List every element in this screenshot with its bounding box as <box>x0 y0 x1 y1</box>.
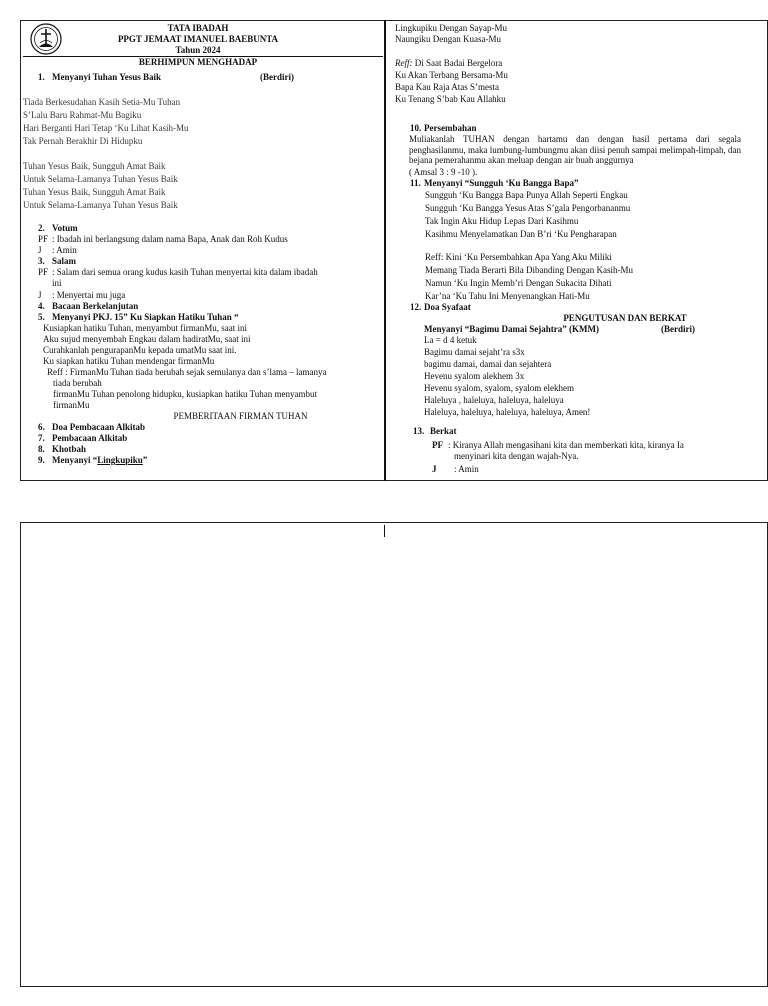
offering-verse-ref: ( Amsal 3 : 9 -10 ). <box>409 167 478 177</box>
reff-11-line-4: Kar’na ‘Ku Tahu Ini Menyenangkan Hati-Mu <box>425 291 590 301</box>
berkat-j-label: J <box>432 464 437 474</box>
kmm-line-1: Bagimu damai sejaht’ra s3x <box>424 347 525 357</box>
berkat-j-text: : Amin <box>454 464 479 474</box>
firman-heading: PEMBERITAAN FIRMAN TUHAN <box>173 411 308 421</box>
reff-11-line-2: Memang Tiada Berarti Bila Dibanding Dengan Kasih-Mu <box>425 265 633 275</box>
item-10-title: Persembahan <box>424 123 477 133</box>
lingkupiku-line-1: Lingkupiku Dengan Sayap-Mu <box>395 23 507 33</box>
berkat-pf-text-1: : Kiranya Allah mengasihani kita dan memberkati kita, kiranya Ia <box>448 440 684 450</box>
pkj-line-3: Curahkanlah pengurapanMu kepada umatMu saat ini. <box>43 345 237 355</box>
lingkupiku-line-2: Naungiku Dengan Kuasa-Mu <box>395 34 501 44</box>
lingkupiku-reff-line-3: Bapa Kau Raja Atas S’mesta <box>395 82 499 92</box>
kmm-line-4: Hevenu syalom, syalom, syalom elekhem <box>424 383 574 393</box>
votum-j-label: J <box>38 245 42 255</box>
item-7-number: 7. <box>38 433 45 443</box>
song-1-line-4: Tak Pernah Berakhir Di Hidupku <box>23 136 143 146</box>
reff-11-line-1: Reff: Kini ‘Ku Persembahkan Apa Yang Aku Miliki <box>425 252 612 262</box>
item-1-title: Menyanyi Tuhan Yesus Baik <box>52 72 161 82</box>
pkj-reff-line-2: tiada berubah <box>53 378 102 388</box>
kmm-key: La = d 4 ketuk <box>424 335 477 345</box>
item-8-title: Khotbah <box>52 444 87 454</box>
votum-pf-text: : Ibadah ini berlangsung dalam nama Bapa, Anak dan Roh Kudus <box>52 234 288 244</box>
salam-pf-text-1: : Salam dari semua orang kudus kasih Tuhan menyertai kita dalam ibadah <box>52 267 318 277</box>
song-1-line-1: Tiada Berkesudahan Kasih Setia-Mu Tuhan <box>23 97 181 107</box>
item-12-title: Doa Syafaat <box>424 302 471 312</box>
pkj-line-2: Aku sujud menyembah Engkau dalam hadiratMu, saat ini <box>43 334 251 344</box>
song-11-line-4: Kasihmu Menyelamatkan Dan B’ri ‘Ku Pengharapan <box>425 229 617 239</box>
kmm-line-6: Haleluya, haleluya, haleluya, haleluya, Amen! <box>424 407 591 417</box>
doc-title: TATA IBADAH <box>167 23 229 33</box>
item-9-song-name: Lingkupiku <box>97 455 143 465</box>
berkat-pf-label: PF <box>432 440 443 450</box>
item-10-number: 10. <box>410 123 422 133</box>
pkj-line-4: Ku siapkan hatiku Tuhan mendengar firmanMu <box>43 356 215 366</box>
item-6-title: Doa Pembacaan Alkitab <box>52 422 146 432</box>
bulletin-page-2 <box>20 522 768 987</box>
kmm-note: (Berdiri) <box>661 324 695 334</box>
item-6-number: 6. <box>38 422 45 432</box>
kmm-line-5: Haleluya , haleluya, haleluya, haleluya <box>424 395 564 405</box>
salam-j-text: : Menyertai mu juga <box>52 290 126 300</box>
item-3-title: Salam <box>52 256 77 266</box>
lingkupiku-reff-line-2: Ku Akan Terbang Bersama-Mu <box>395 70 508 80</box>
item-9-title-prefix: Menyanyi “ <box>52 455 98 465</box>
kmm-line-2: bagimu damai, damai dan sejahtera <box>424 359 552 369</box>
reff-line-1-text: Di Saat Badai Bergelora <box>412 58 503 68</box>
song-2-line-1: Tuhan Yesus Baik, Sungguh Amat Baik <box>23 161 166 171</box>
reff-label: Reff: <box>395 58 413 68</box>
item-2-title: Votum <box>52 223 78 233</box>
song-11-line-1: Sungguh ‘Ku Bangga Bapa Punya Allah Seperti Engkau <box>425 190 628 200</box>
berkat-pf-text-2: menyinari kita dengan wajah-Nya. <box>454 451 579 461</box>
item-5-number: 5. <box>38 312 45 322</box>
item-3-number: 3. <box>38 256 45 266</box>
item-4-number: 4. <box>38 301 45 311</box>
salam-pf-text-2: ini <box>52 278 62 288</box>
item-1-note: (Berdiri) <box>260 72 294 82</box>
item-9-number: 9. <box>38 455 45 465</box>
lingkupiku-reff-line-4: Ku Tenang S’bab Kau Allahku <box>395 94 506 104</box>
song-2-line-4: Untuk Selama-Lamanya Tuhan Yesus Baik <box>23 200 178 210</box>
item-7-title: Pembacaan Alkitab <box>52 433 128 443</box>
song-1-line-3: Hari Berganti Hari Tetap ‘Ku Lihat Kasih-Mu <box>23 123 189 133</box>
item-11-number: 11. <box>410 178 421 188</box>
pkj-reff-line-4: firmanMu <box>53 400 90 410</box>
song-2-line-3: Tuhan Yesus Baik, Sungguh Amat Baik <box>23 187 166 197</box>
page-2-divider-mark <box>384 525 385 537</box>
doc-year: Tahun 2024 <box>175 45 221 55</box>
song-2-line-2: Untuk Selama-Lamanya Tuhan Yesus Baik <box>23 174 178 184</box>
item-9-title-suffix: ” <box>142 455 148 465</box>
lingkupiku-reff-line-1 <box>395 58 502 69</box>
votum-pf-label: PF <box>38 234 49 244</box>
pkj-reff-line-3: firmanMu Tuhan penolong hidupku, kusiapkan hatiku Tuhan menyambut <box>53 389 317 399</box>
kmm-line-3: Hevenu syalom alekhem 3x <box>424 371 525 381</box>
salam-j-label: J <box>38 290 42 300</box>
offering-verse: Muliakanlah TUHAN dengan hartamu dan dengan hasil pertama dari segala penghasilanmu, maka lumbung-lumbungmu akan diisi penuh sampai melimpah-limpah, dan bejana pemerahanmu akan meluap dengan air buah anggurnya <box>409 134 741 166</box>
song-1-line-2: S’Lalu Baru Rahmat-Mu Bagiku <box>23 110 142 120</box>
section-heading: BERHIMPUN MENGHADAP <box>138 57 258 67</box>
item-4-title: Bacaan Berkelanjutan <box>52 301 139 311</box>
item-9-title <box>52 455 147 466</box>
pkj-reff-line-1: Reff : FirmanMu Tuhan tiada berubah sejak semulanya dan s’lama – lamanya <box>47 367 327 377</box>
song-11-line-3: Tak Ingin Aku Hidup Lepas Dari Kasihmu <box>425 216 579 226</box>
kmm-title: Menyanyi “Bagimu Damai Sejahtra” (KMM) <box>424 324 599 334</box>
item-13-title: Berkat <box>430 426 457 436</box>
votum-j-text: : Amin <box>52 245 77 255</box>
song-11-line-2: Sungguh ‘Ku Bangga Yesus Atas S’gala Pengorbananmu <box>425 203 631 213</box>
item-11-title: Menyanyi “Sungguh ‘Ku Bangga Bapa” <box>424 178 579 188</box>
item-13-number: 13. <box>413 426 425 436</box>
pkj-line-1: Kusiapkan hatiku Tuhan, menyambut firmanMu, saat ini <box>43 323 247 333</box>
item-8-number: 8. <box>38 444 45 454</box>
item-1-number: 1. <box>38 72 45 82</box>
salam-pf-label: PF <box>38 267 49 277</box>
reff-11-line-3: Namun ‘Ku Ingin Memb’ri Dengan Sukacita Dihati <box>425 278 612 288</box>
church-name: PPGT JEMAAT IMANUEL BAEBUNTA <box>117 34 279 44</box>
item-12-number: 12. <box>410 302 422 312</box>
sending-heading: PENGUTUSAN DAN BERKAT <box>563 313 687 323</box>
item-5-title: Menyanyi PKJ. 15” Ku Siapkan Hatiku Tuhan “ <box>52 312 239 322</box>
item-2-number: 2. <box>38 223 45 233</box>
church-logo-icon <box>30 23 62 55</box>
